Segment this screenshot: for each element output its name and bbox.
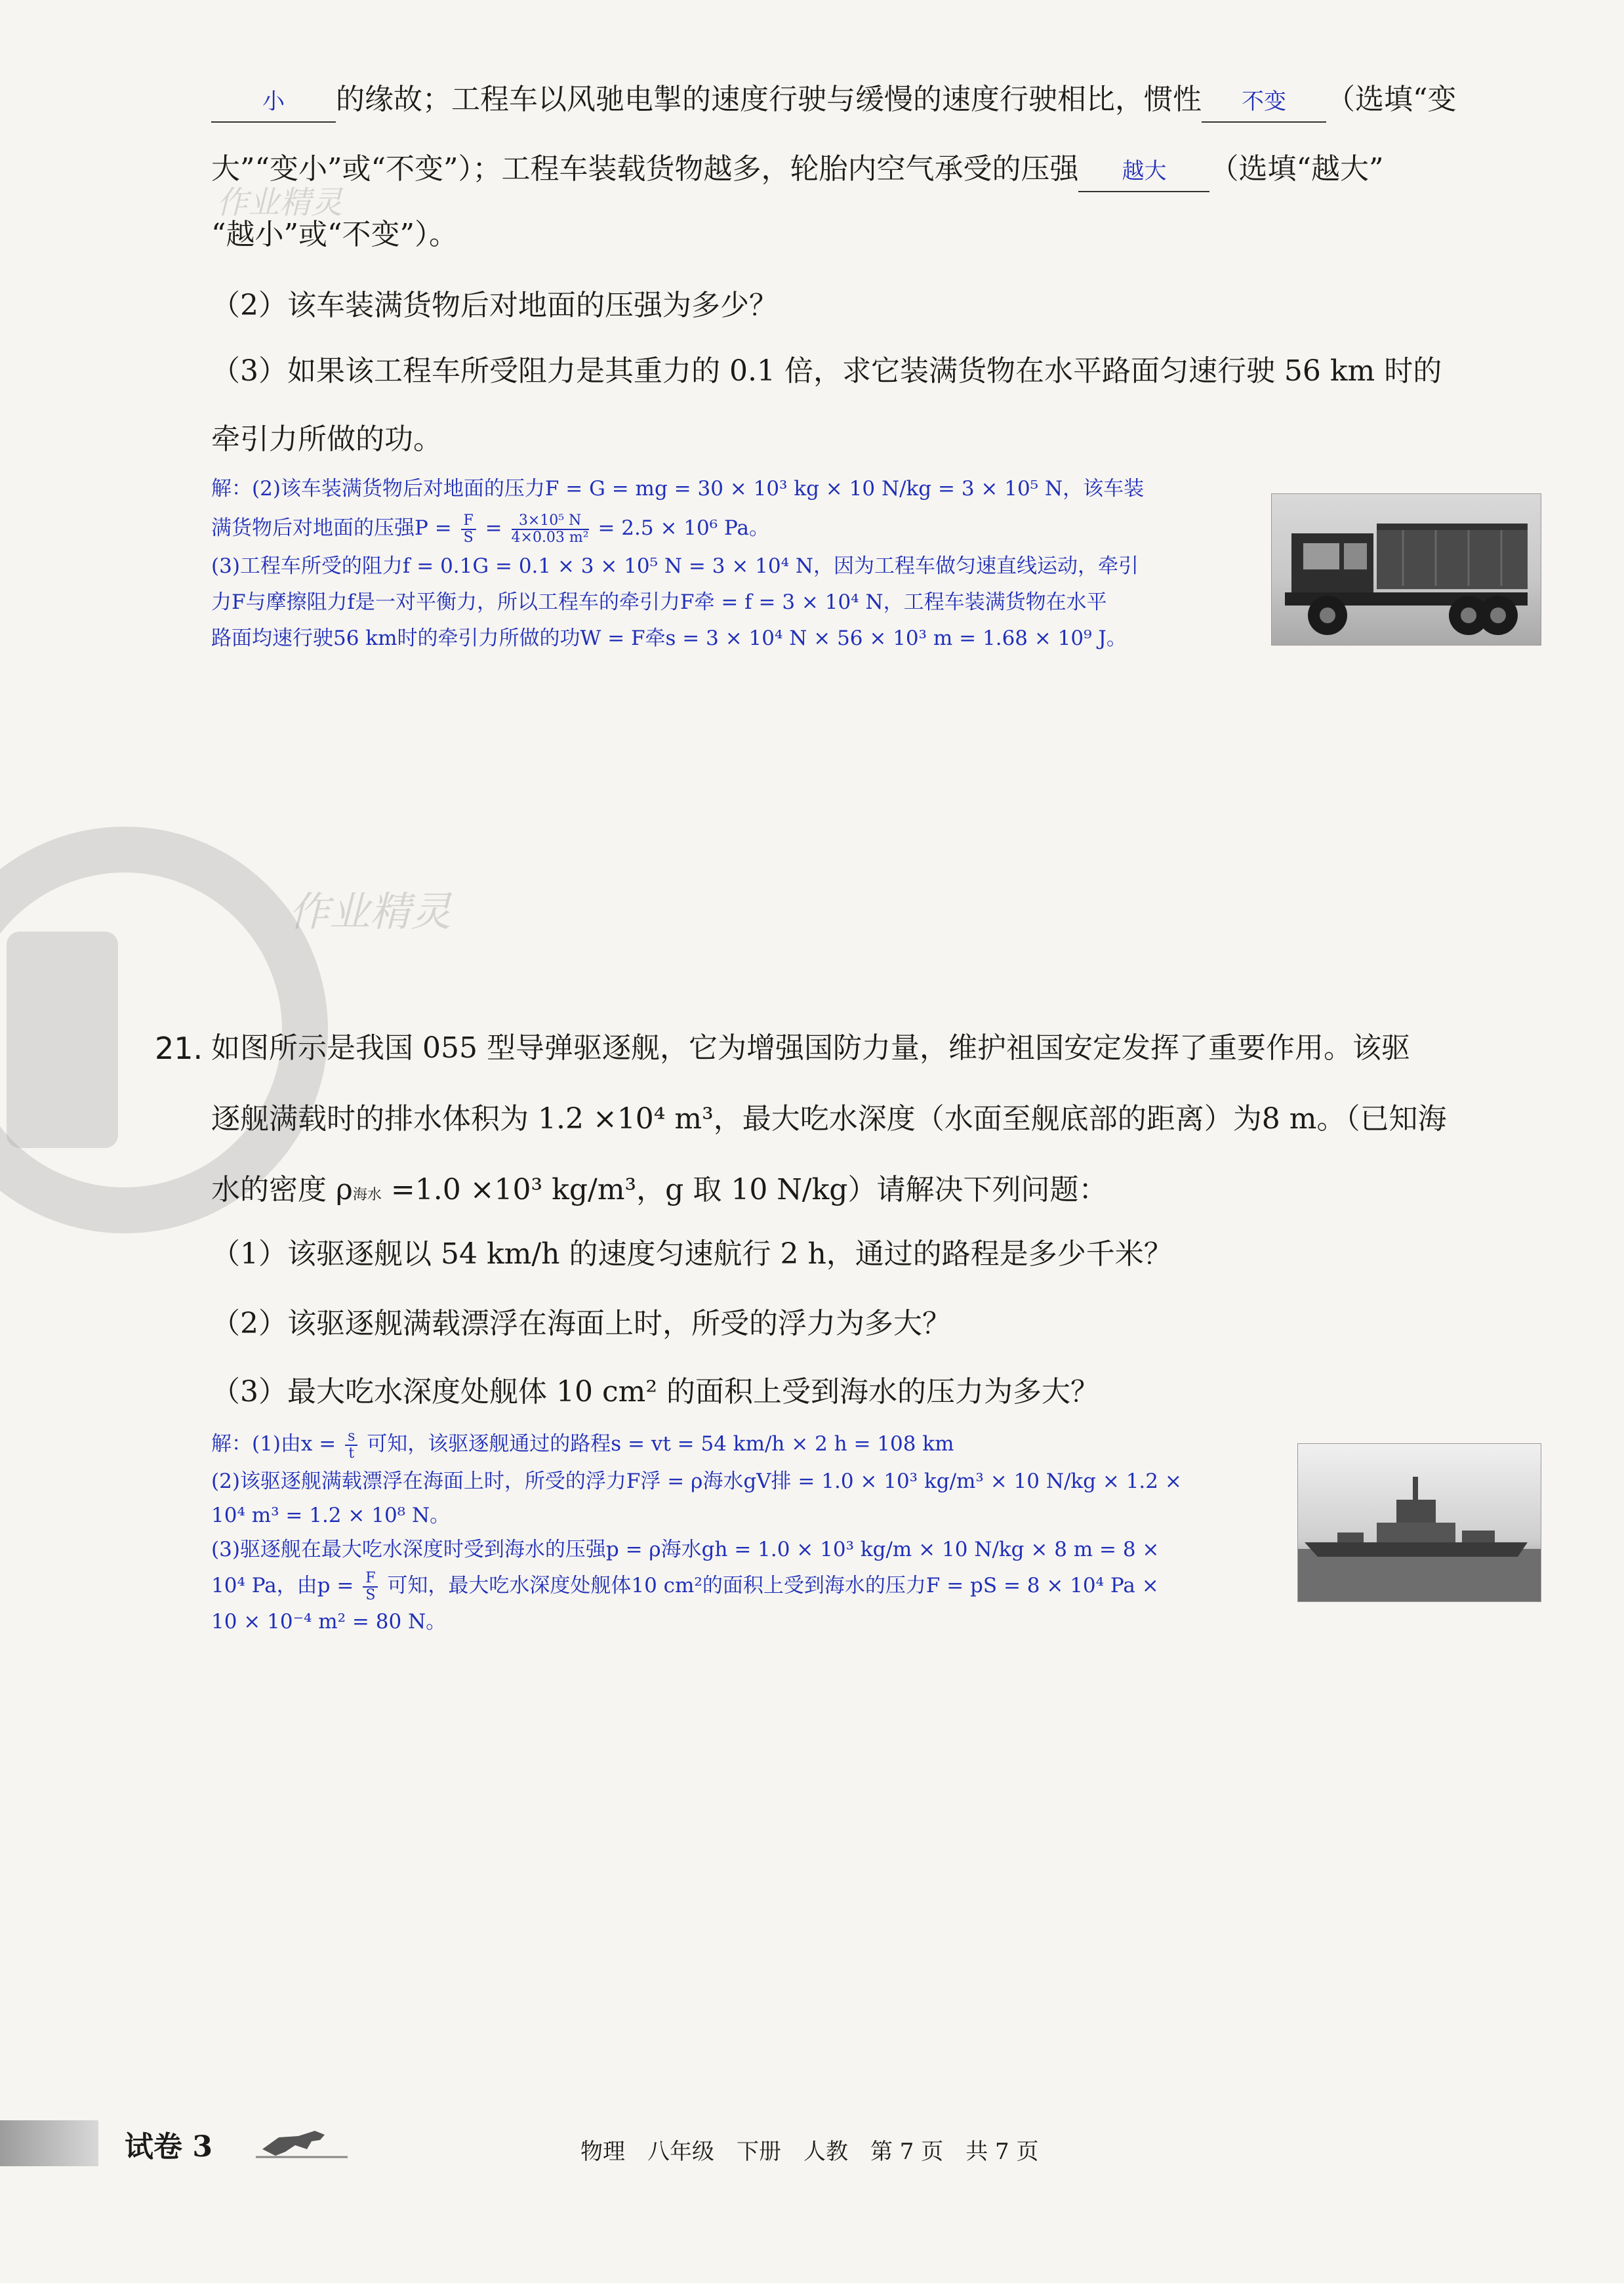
q21-solution-line-6: 10 × 10⁻⁴ m² = 80 N。 <box>211 1610 447 1634</box>
footer-label: 试卷 3 <box>125 2130 213 2164</box>
q21-solution-line-3: 10⁴ m³ = 1.2 × 10⁸ N。 <box>211 1504 451 1527</box>
fraction: $\frac{F}{S}$ <box>363 1571 378 1603</box>
q20-solution-line-3: (3)工程车所受的阻力f = 0.1G = 0.1 × 3 × 10⁵ N = 3 × 10⁴ N，因为工程车做匀速直线运动，牵引 <box>211 554 1139 578</box>
q20-solution-line-4: 力F与摩擦阻力f是一对平衡力，所以工程车的牵引力F牵 = f = 3 × 10⁴ N，工程车装满货物在水平 <box>211 590 1107 614</box>
footer-info: 物理 八年级 下册 人教 第 7 页 共 7 页 <box>580 2139 1039 2165</box>
truck-photo <box>1271 493 1541 646</box>
q21-part-1: （1）该驱逐舰以 54 km/h 的速度匀速航行 2 h，通过的路程是多少千米？ <box>211 1237 1173 1271</box>
horse-icon <box>249 2123 354 2162</box>
q20-part-3: （3）如果该工程车所受阻力是其重力的 0.1 倍，求它装满货物在水平路面匀速行驶 56 km 时的 <box>211 354 1442 388</box>
q21-line-1: 如图所示是我国 055 型导弹驱逐舰，它为增强国防力量，维护祖国安定发挥了重要作用。该驱 <box>211 1031 1410 1065</box>
q20-solution-line-2: 满货物后对地面的压强P = $\frac{F}{S}$ = $\frac{\text{3×10⁵ N}}{\text{4×0.03 m²}}$ = 2.5 × 10⁶ Pa。 <box>211 512 769 546</box>
q20-line-1: 小 的缘故；工程车以风驰电掣的速度行驶与缓慢的速度行驶相比，惯性 不变 （选填“变 <box>211 80 1457 123</box>
q20-line-3: “越小”或“不变”）。 <box>211 218 458 251</box>
q20-line-2: 大”“变小”或“不变”）；工程车装载货物越多，轮胎内空气承受的压强 越大 （选填“越大” <box>211 150 1383 192</box>
answer-blank-inertia: 不变 <box>1202 82 1326 123</box>
q21-solution-line-1: 解：(1)由x = $\frac{s}{t}$ 可知，该驱逐舰通过的路程s = vt = 54 km/h × 2 h = 108 km <box>211 1428 954 1462</box>
fraction: $\frac{F}{S}$ <box>461 513 476 546</box>
q20-solution-line-1: 解：(2)该车装满货物后对地面的压力F = G = mg = 30 × 10³ kg × 10 N/kg = 3 × 10⁵ N，该车装 <box>211 477 1145 501</box>
q21-line-2: 逐舰满载时的排水体积为 1.2 ×10⁴ m³，最大吃水深度（水面至舰底部的距离）为8 m。（已知海 <box>211 1102 1447 1136</box>
fraction: $\frac{s}{t}$ <box>345 1429 357 1462</box>
question-number: 21. <box>155 1031 203 1066</box>
seal-watermark-glyph <box>7 932 118 1148</box>
watermark-text-2: 作业精灵 <box>289 888 452 936</box>
answer-blank-inertia-reason: 小 <box>211 82 336 123</box>
answer-blank-pressure: 越大 <box>1078 152 1209 192</box>
q21-solution-line-4: (3)驱逐舰在最大吃水深度时受到海水的压强p = ρ海水gh = 1.0 × 10³ kg/m × 10 N/kg × 8 m = 8 × <box>211 1538 1160 1561</box>
q21-line-3: 水的密度 ρ海水 =1.0 ×10³ kg/m³，g 取 10 N/kg）请解决下列问题： <box>211 1173 1108 1206</box>
q21-solution-line-2: (2)该驱逐舰满载漂浮在海面上时，所受的浮力F浮 = ρ海水gV排 = 1.0 × 10³ kg/m³ × 10 N/kg × 1.2 × <box>211 1470 1182 1493</box>
footer-bar <box>0 2120 98 2166</box>
q20-part-2: （2）该车装满货物后对地面的压强为多少？ <box>211 289 778 322</box>
q21-part-2: （2）该驱逐舰满载漂浮在海面上时，所受的浮力为多大？ <box>211 1307 951 1340</box>
fraction: $\frac{\text{3×10⁵ N}}{\text{4×0.03 m²}}$ <box>511 512 589 546</box>
watermark-text: 作业精灵 <box>216 184 343 221</box>
destroyer-photo <box>1297 1443 1541 1602</box>
q21-solution-line-5: 10⁴ Pa，由p = $\frac{F}{S}$ 可知，最大吃水深度处舰体10 cm²的面积上受到海水的压力F = pS = 8 × 10⁴ Pa × <box>211 1569 1159 1603</box>
q21-part-3: （3）最大吃水深度处舰体 10 cm² 的面积上受到海水的压力为多大？ <box>211 1375 1099 1409</box>
q20-solution-line-5: 路面均速行驶56 km时的牵引力所做的功W = F牵s = 3 × 10⁴ N × 56 × 10³ m = 1.68 × 10⁹ J。 <box>211 627 1127 650</box>
q20-part-3-cont: 牵引力所做的功。 <box>211 422 442 456</box>
